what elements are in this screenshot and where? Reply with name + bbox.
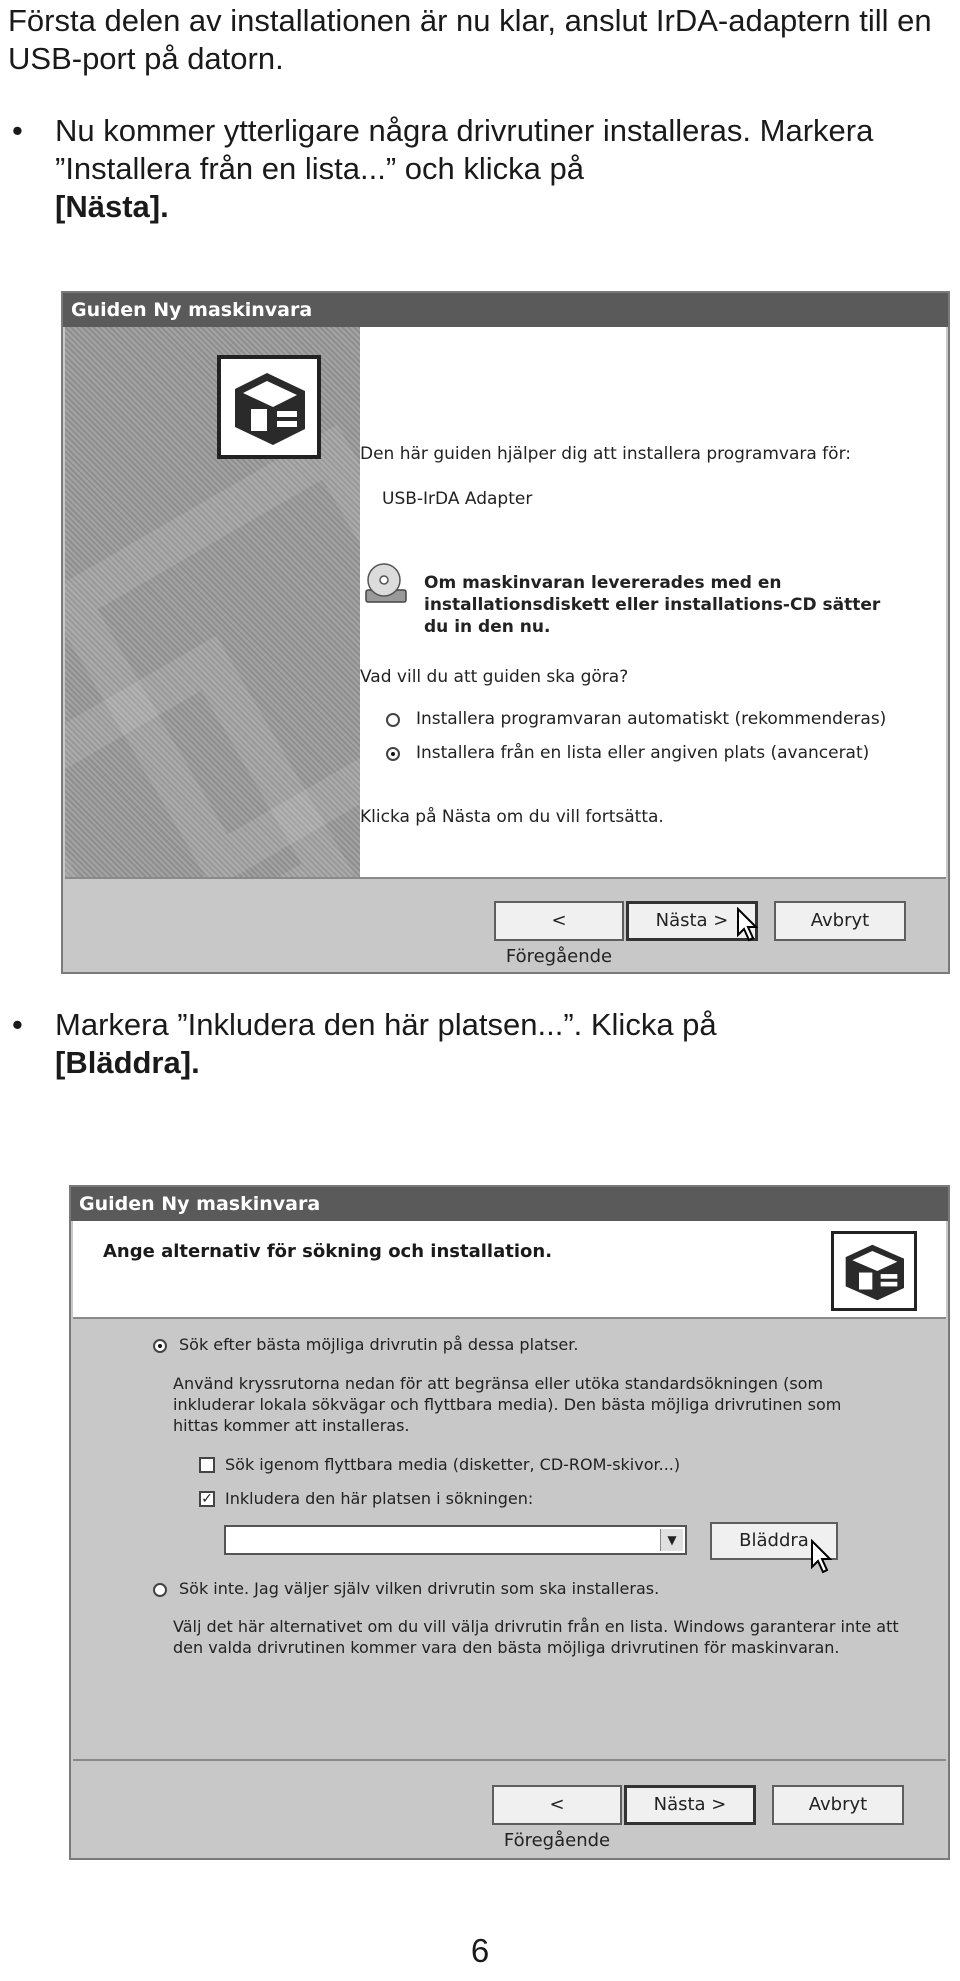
wizard-header: [73, 1221, 946, 1319]
cd-icon: [362, 560, 410, 608]
next-button[interactable]: Nästa >: [626, 901, 758, 941]
cancel-button[interactable]: Avbryt: [772, 1785, 904, 1825]
wizard-heading: Ange alternativ för sökning och installation.: [103, 1241, 553, 1262]
instruction-bullet-1: [8, 112, 938, 226]
intro-paragraph: Första delen av installationen är nu klar, anslut IrDA-adaptern till en USB-port på datorn.: [8, 3, 932, 76]
option-nosearch-label: Sök inte. Jag väljer själv vilken drivrutin som ska installeras.: [179, 1579, 660, 1598]
device-name: USB-IrDA Adapter: [382, 489, 533, 509]
browse-button[interactable]: Bläddra: [710, 1522, 838, 1560]
hardware-wizard-icon: [217, 355, 321, 459]
location-combobox[interactable]: [224, 1525, 687, 1555]
bullet-2-text: Markera ”Inkludera den här platsen...”. Klicka på: [55, 1007, 717, 1042]
wizard-side-banner: [65, 327, 360, 877]
page-number: 6: [470, 1932, 490, 1969]
wizard-question: Vad vill du att guiden ska göra?: [360, 667, 629, 687]
back-button[interactable]: < Föregående: [492, 1785, 622, 1825]
search-description-1: Använd kryssrutorna nedan för att begränsa eller utöka standardsökningen (som: [173, 1374, 824, 1393]
radio-install-from-list[interactable]: [386, 747, 400, 761]
cd-instruction-line-1: Om maskinvaran levererades med en: [424, 573, 782, 593]
nosearch-description-1: Välj det här alternativet om du vill välja drivrutin från en lista. Windows garanterar inte att: [173, 1617, 899, 1636]
checkbox-include-location[interactable]: ✓: [199, 1491, 215, 1507]
radio-install-automatic[interactable]: [386, 713, 400, 727]
instruction-bullet-2: [8, 1006, 938, 1082]
radio-search-locations[interactable]: [153, 1339, 167, 1353]
cd-instruction-line-2: installationsdiskett eller installations-CD sätter: [424, 595, 881, 615]
option-search-label: Sök efter bästa möjliga drivrutin på dessa platser.: [179, 1335, 579, 1354]
dropdown-arrow-icon[interactable]: ▼: [660, 1529, 683, 1551]
wizard-intro-text: Den här guiden hjälper dig att installera programvara för:: [360, 444, 851, 464]
checkbox-removable-label: Sök igenom flyttbara media (disketter, CD-ROM-skivor...): [225, 1455, 681, 1474]
cancel-button[interactable]: Avbryt: [774, 901, 906, 941]
checkbox-removable-media[interactable]: [199, 1457, 215, 1473]
wizard-options: [73, 1319, 946, 1759]
checkbox-include-label: Inkludera den här platsen i sökningen:: [225, 1489, 534, 1508]
dialog-1-title: Guiden Ny maskinvara: [63, 293, 948, 327]
mouse-pointer-icon: [736, 907, 760, 948]
dialog-2-title: Guiden Ny maskinvara: [71, 1187, 948, 1221]
back-button[interactable]: < Föregående: [494, 901, 624, 941]
wizard-dialog-2: [69, 1185, 950, 1860]
search-description-2: inkluderar lokala sökvägar och flyttbara media). Den bästa möjliga drivrutinen som: [173, 1395, 842, 1414]
mouse-pointer-icon: [810, 1539, 834, 1579]
nosearch-description-2: den valda drivrutinen kommer vara den bästa möjliga drivrutinen för maskinvaran.: [173, 1638, 840, 1657]
wizard-dialog-1: [61, 291, 950, 974]
option-install-from-list-label: Installera från en lista eller angiven plats (avancerat): [416, 743, 870, 763]
hardware-wizard-icon: [831, 1231, 917, 1311]
wizard-content: [360, 327, 946, 877]
cd-instruction-line-3: du in den nu.: [424, 617, 551, 637]
continue-hint: Klicka på Nästa om du vill fortsätta.: [360, 807, 664, 827]
bullet-1-text: Nu kommer ytterligare några drivrutiner installeras. Markera ”Installera från en lista...” och klicka på: [55, 113, 874, 186]
next-button[interactable]: Nästa >: [624, 1785, 756, 1825]
bullet-dot: •: [12, 113, 23, 148]
bullet-dot: •: [12, 1007, 23, 1042]
bullet-2-bold: [Bläddra].: [55, 1045, 200, 1080]
bullet-1-bold: [Nästa].: [55, 189, 169, 224]
option-install-automatic-label: Installera programvaran automatiskt (rekommenderas): [416, 709, 887, 729]
radio-do-not-search[interactable]: [153, 1583, 167, 1597]
search-description-3: hittas kommer att installeras.: [173, 1416, 410, 1435]
